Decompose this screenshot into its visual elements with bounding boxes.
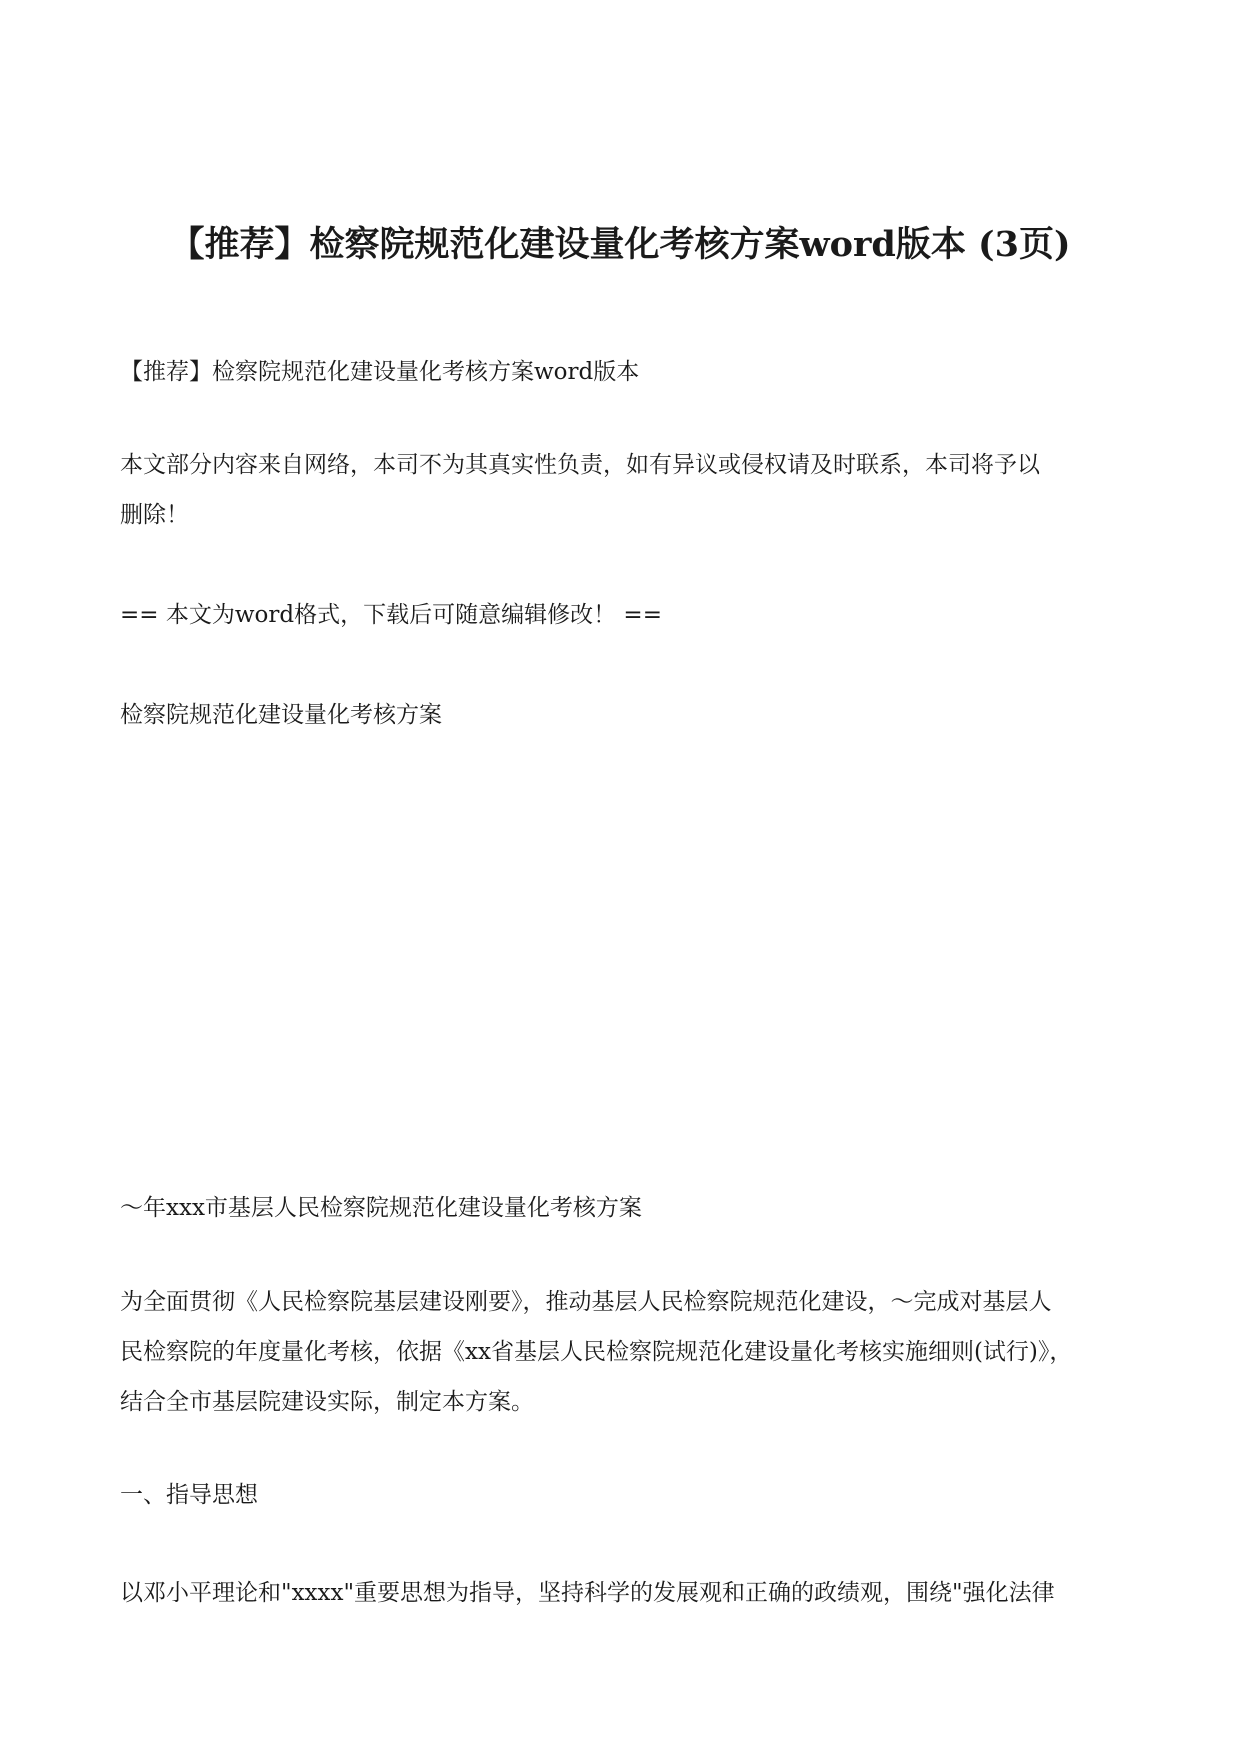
intro-line-2: 民检察院的年度量化考核，依据《xx省基层人民检察院规范化建设量化考核实施细则(试行)》，	[120, 1339, 1073, 1365]
disclaimer-line-1: 本文部分内容来自网络，本司不为其真实性负责，如有异议或侵权请及时联系，本司将予以	[120, 452, 1040, 478]
intro-line-1: 为全面贯彻《人民检察院基层建设刚要》，推动基层人民检察院规范化建设，～完成对基层人	[120, 1289, 1052, 1315]
plan-heading: ～年xxx市基层人民检察院规范化建设量化考核方案	[120, 1195, 642, 1221]
section-heading: 检察院规范化建设量化考核方案	[120, 702, 442, 728]
document-title: 【推荐】检察院规范化建设量化考核方案word版本 (3页)	[169, 224, 1071, 265]
intro-line-3: 结合全市基层院建设实际，制定本方案。	[120, 1389, 534, 1415]
disclaimer-paragraph	[120, 440, 1130, 540]
intro-paragraph	[120, 1277, 1130, 1427]
format-note: == 本文为word格式，下载后可随意编辑修改！ ==	[120, 602, 662, 628]
disclaimer-line-2: 删除！	[120, 502, 189, 528]
section1-text: 以邓小平理论和"xxxx"重要思想为指导，坚持科学的发展观和正确的政绩观，围绕"强化法律	[120, 1580, 1055, 1606]
document-subtitle: 【推荐】检察院规范化建设量化考核方案word版本	[120, 359, 640, 385]
section1-heading: 一、指导思想	[120, 1482, 258, 1508]
